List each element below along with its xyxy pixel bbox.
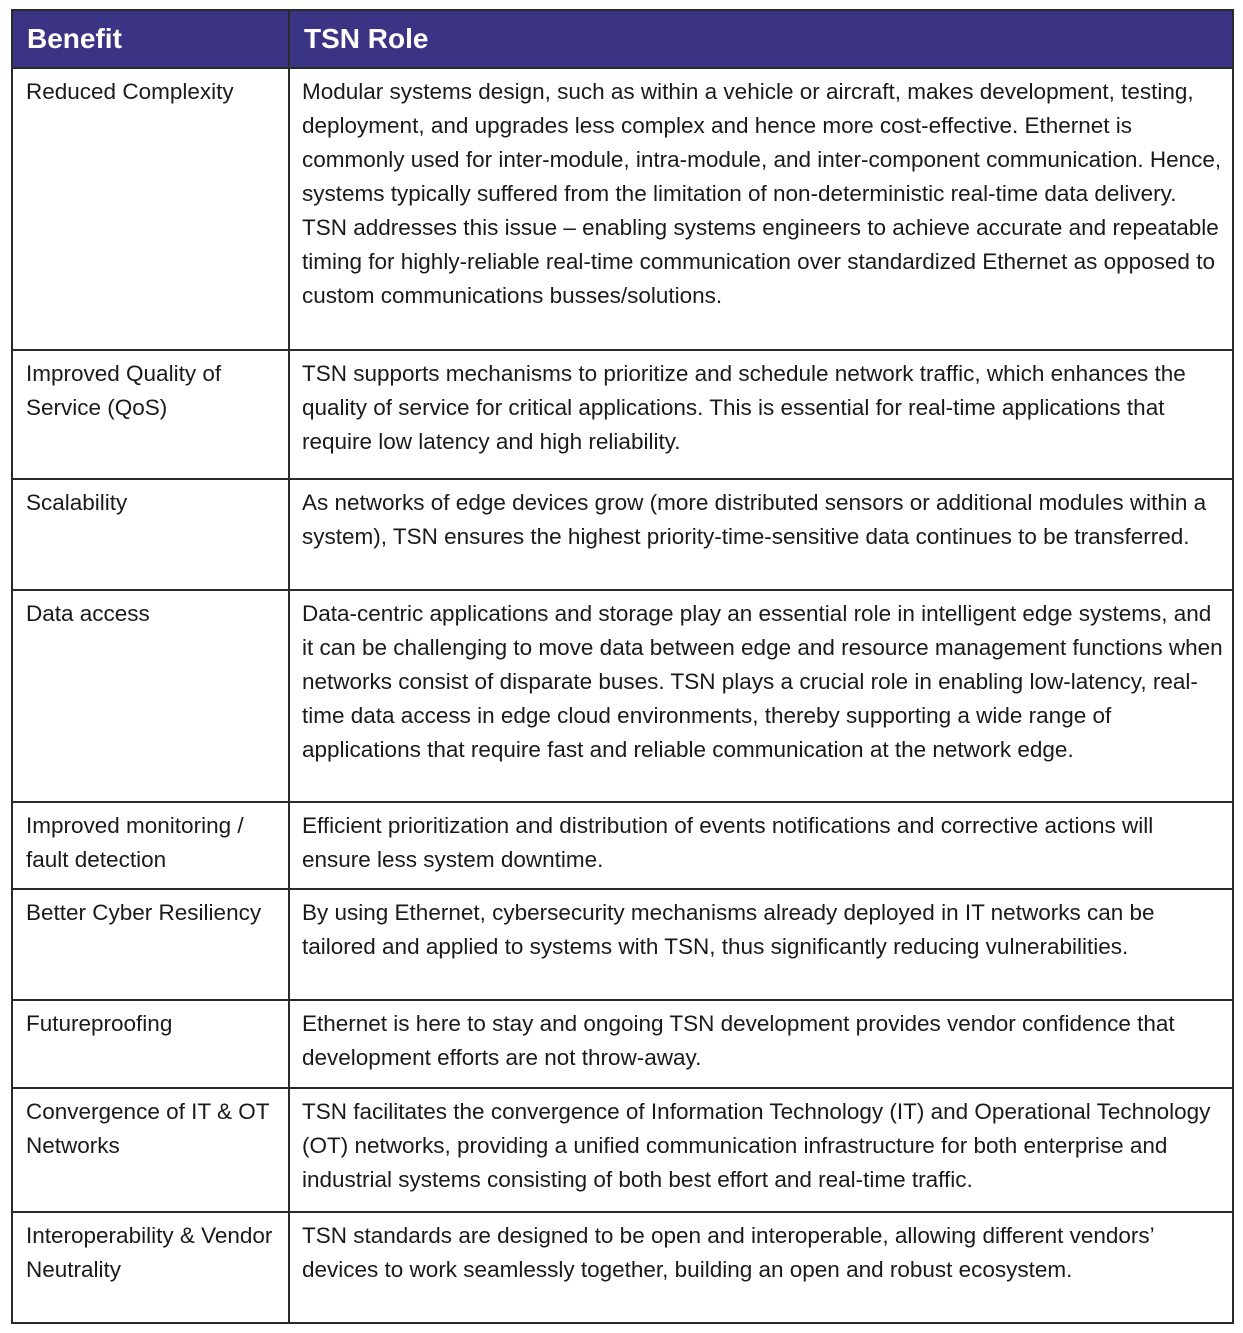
tsn-role-cell: As networks of edge devices grow (more distributed sensors or additional modules within a system), TSN ensures the highest priority-time-sensitive data continues to be transferred. (289, 479, 1233, 590)
tsn-role-cell: Efficient prioritization and distribution of events notifications and corrective actions will ensure less system downtime. (289, 802, 1233, 889)
benefit-cell: Data access (12, 590, 289, 802)
tsn-role-cell: Modular systems design, such as within a vehicle or aircraft, makes development, testing, deployment, and upgrades less complex and hence more cost-effective. Ethernet is commonly used for inter-module, intra-module, and inter-component communication. Hence, systems typically suffered from the limitation of non-deterministic real-time data delivery. TSN addresses this issue – enabling systems engineers to achieve accurate and repeatable timing for highly-reliable real-time communication over standardized Ethernet as opposed to custom communications busses/solutions. (289, 68, 1233, 350)
tsn-role-cell: Ethernet is here to stay and ongoing TSN development provides vendor confidence that development efforts are not throw-away. (289, 1000, 1233, 1088)
table-row (12, 590, 1233, 802)
benefit-cell: Better Cyber Resiliency (12, 889, 289, 1000)
table-row (12, 889, 1233, 1000)
table-header-row (12, 10, 1233, 68)
tsn-benefits-table (11, 9, 1234, 1324)
table-row (12, 1212, 1233, 1323)
tsn-role-cell: By using Ethernet, cybersecurity mechanisms already deployed in IT networks can be tailored and applied to systems with TSN, thus significantly reducing vulnerabilities. (289, 889, 1233, 1000)
benefit-cell: Convergence of IT & OT Networks (12, 1088, 289, 1212)
table-row (12, 802, 1233, 889)
table-row (12, 479, 1233, 590)
tsn-role-cell: TSN facilitates the convergence of Information Technology (IT) and Operational Technology (OT) networks, providing a unified communication infrastructure for both enterprise and industrial systems consisting of both best effort and real-time traffic. (289, 1088, 1233, 1212)
table-row (12, 1088, 1233, 1212)
tsn-role-cell: TSN supports mechanisms to prioritize and schedule network traffic, which enhances the quality of service for critical applications. This is essential for real-time applications that require low latency and high reliability. (289, 350, 1233, 479)
header-tsn-role: TSN Role (289, 10, 1233, 68)
header-benefit: Benefit (12, 10, 289, 68)
table-row (12, 1000, 1233, 1088)
benefit-cell: Interoperability & Vendor Neutrality (12, 1212, 289, 1323)
benefit-cell: Improved Quality of Service (QoS) (12, 350, 289, 479)
table-row (12, 350, 1233, 479)
tsn-role-cell: TSN standards are designed to be open and interoperable, allowing different vendors’ devices to work seamlessly together, building an open and robust ecosystem. (289, 1212, 1233, 1323)
benefit-cell: Scalability (12, 479, 289, 590)
benefit-cell: Futureproofing (12, 1000, 289, 1088)
benefit-cell: Improved monitoring / fault detection (12, 802, 289, 889)
table-row (12, 68, 1233, 350)
tsn-role-cell: Data-centric applications and storage play an essential role in intelligent edge systems, and it can be challenging to move data between edge and resource management functions when networks consist of disparate buses. TSN plays a crucial role in enabling low-latency, real-time data access in edge cloud environments, thereby supporting a wide range of applications that require fast and reliable communication at the network edge. (289, 590, 1233, 802)
benefit-cell: Reduced Complexity (12, 68, 289, 350)
